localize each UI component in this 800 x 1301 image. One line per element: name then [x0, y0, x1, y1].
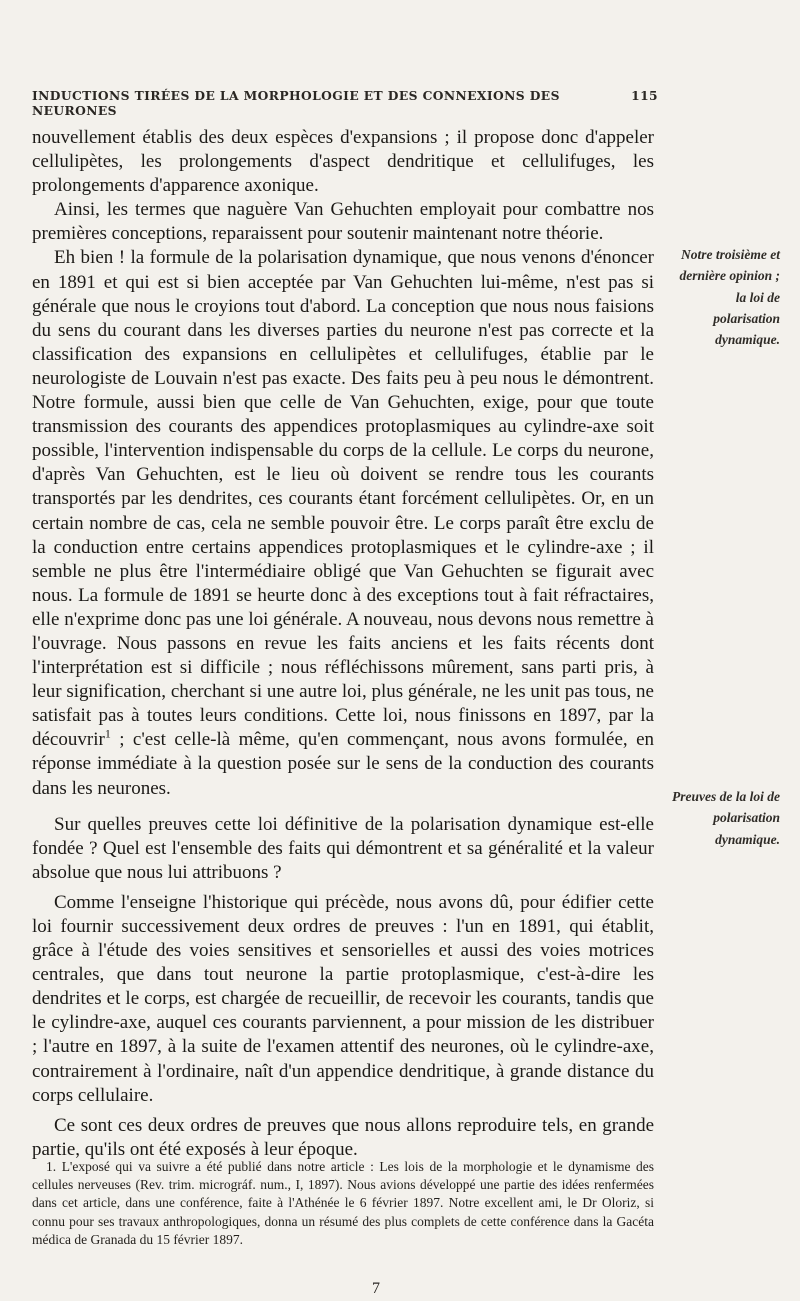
page-number: 115 [631, 88, 658, 103]
footnote-reference[interactable]: 1 [104, 727, 111, 742]
printer-signature-mark: 7 [372, 1280, 380, 1297]
paragraph-3 [32, 246, 654, 800]
paragraph-3-text: Eh bien ! la formule de la polarisation dynamique, que nous venons d'énoncer en 1891 et qui est si bien acceptée par Van Gehuchten lui-même, n'est pas si générale que nous le croyions tout d'abord. La conception que nous nous faisions du sens du courant dans les diverses parties du neurone n'est pas correcte et la classification des expansions en cellulipètes et cellulifuges, établie par le neurologiste de Louvain n'est pas exacte. Des faits peu à peu nous le démontrent. Notre formule, aussi bien que celle de Van Gehuchten, exige, pour que toute transmission des courants des appendices protoplasmiques au cylindre-axe soit possible, l'intervention indispensable du corps de la cellule. Le corps du neurone, d'après Van Gehuchten, est le lieu où doivent se rendre tous les courants transportés par les dendrites, ces courants étant forcément cellulipètes. Or, en un certain nombre de cas, cela ne semble pouvoir être. Le corps paraît être exclu de la conduction entre certains appendices protoplasmiques et le cylindre-axe ; il semble ne plus être l'intermédiaire obligé que Van Gehuchten se figurait avec nous. La formule de 1891 se heurte donc à des exceptions tout à fait réfractaires, elle n'exprime donc pas une loi générale. A nouveau, nous devons nous remettre à l'ouvrage. Nous passons en revue les faits anciens et les faits récents dont l'interprétation est si difficile ; nous réfléchissons mûrement, sans parti pris, à leur signification, cherchant si une autre loi, plus générale, ne les unit pas tous, ne satisfait pas à toutes leurs conditions. Cette loi, nous finissons en 1897, par la découvrir [32, 247, 654, 751]
paragraph-6: Ce sont ces deux ordres de preuves que nous allons reproduire tels, en grande partie, qu'ils ont été exposés à leur époque. [32, 1114, 654, 1160]
margin-note-proofs: Preuves de la loi de polarisation dynamique. [672, 789, 780, 847]
main-text [32, 126, 654, 1162]
paragraph-2: Ainsi, les termes que naguère Van Gehuchten employait pour combattre nos premières conceptions, reparaissent pour soutenir maintenant notre théorie. [32, 199, 654, 245]
paragraph-4: Sur quelles preuves cette loi définitive de la polarisation dynamique est-elle fondée ? Quel est l'ensemble des faits qui démontrent et sa généralité et la valeur absolue que nous lui attribuons ? [32, 813, 654, 883]
paragraph-3-end: ; c'est celle-là même, qu'en commençant, nous avons formulée, en réponse immédiate à la question posée sur le sens de la conduction des courants dans les neurones. [32, 729, 654, 799]
running-head-title: INDUCTIONS TIRÉES DE LA MORPHOLOGIE ET DES CONNEXIONS DES NEURONES [32, 88, 560, 118]
margin-note-polarisation-law: Notre troisième et dernière opinion ; la loi de polarisation dynamique. [679, 247, 780, 348]
footnote-number: 1. [46, 1159, 57, 1174]
footnote-1 [32, 1158, 654, 1249]
paragraph-5: Comme l'enseigne l'historique qui précède, nous avons dû, pour édifier cette loi fournir successivement deux ordres de preuves : l'un en 1891, qui établit, grâce à l'étude des voies sensitives et sensorielles et aussi des voies motrices centrales, que dans tout neurone la partie protoplasmique, c'est-à-dire les dendrites et le corps, est chargée de recueillir, de recevoir les courants, tandis que le cylindre-axe, auquel ces courants parviennent, a pour mission de les distribuer ; l'autre en 1897, à la suite de l'examen attentif des neurones, où le cylindre-axe, contrairement à l'ordinaire, naît d'un appendice dendritique, à grande distance du corps cellulaire. [32, 891, 654, 1106]
footnote [32, 1158, 654, 1249]
paragraph-1: nouvellement établis des deux espèces d'expansions ; il propose donc d'appeler cellulipètes, les prolongements d'aspect dendritique et cellulifuges, les prolongements d'apparence axonique. [32, 127, 654, 197]
running-head [32, 88, 658, 118]
footnote-text: L'exposé qui va suivre a été publié dans notre article : Les lois de la morphologie et le dynamisme des cellules nerveuses (Rev. trim. micrográf. num., I, 1897). Nous avions développé une partie des idées renfermées dans cet article, dans une conférence, faite à l'Athénée le 6 février 1897. Notre excellent ami, le Dr Oloriz, si connu pour ses travaux anthropologiques, donna un résumé des plus complets de cette conférence dans la Gacéta médica de Granada du 15 février 1897. [32, 1159, 654, 1247]
